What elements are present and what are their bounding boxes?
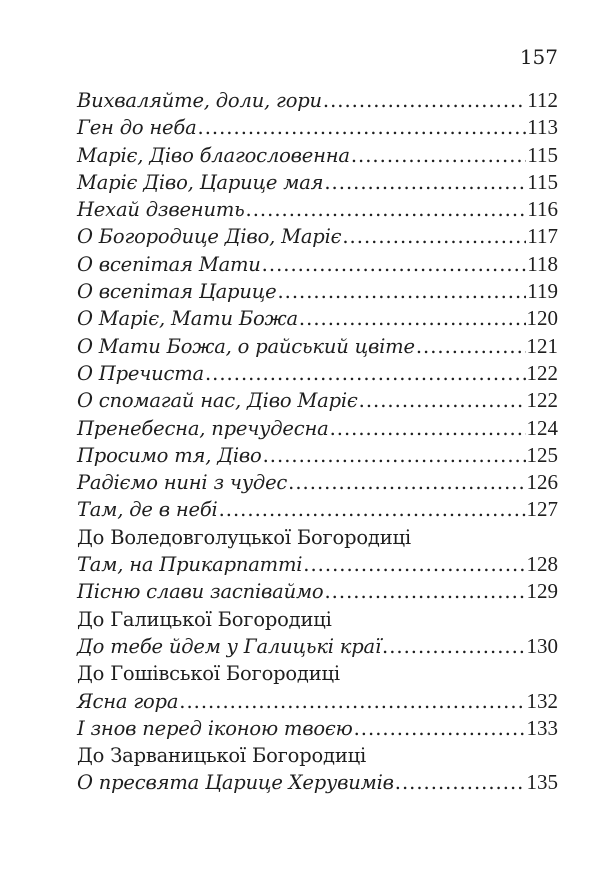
dot-leader [219, 496, 526, 523]
entry-title: Пісню слави заспіваймо [77, 580, 324, 604]
page-number: 157 [519, 45, 558, 69]
toc-entry [77, 551, 558, 578]
entry-title: Просимо тя, Діво [77, 443, 262, 467]
toc-entry [77, 305, 558, 332]
section-title: До Гошівської Богородиці [77, 662, 340, 686]
toc-entry [77, 87, 558, 114]
section-title: До Воледовголуцької Богородиці [77, 525, 411, 549]
toc-entry [77, 496, 558, 523]
dot-leader [359, 387, 526, 414]
entry-page-number: 127 [526, 497, 558, 522]
entry-page-number: 113 [527, 115, 558, 140]
entry-title: О Мати Божа, о райський цвіте [77, 334, 415, 358]
entry-page-number: 115 [527, 142, 558, 167]
entry-page-number: 125 [526, 442, 558, 467]
toc-entry [77, 196, 558, 223]
dot-leader [324, 169, 526, 196]
dot-leader [351, 142, 526, 169]
dot-leader [323, 87, 526, 114]
dot-leader [303, 551, 525, 578]
dot-leader [395, 769, 526, 796]
entry-title: О всепітая Мати [77, 252, 261, 276]
dot-leader [324, 578, 525, 605]
entry-title: О спомагай нас, Діво Маріє [77, 389, 358, 413]
dot-leader [262, 251, 527, 278]
entry-page-number: 135 [526, 770, 558, 795]
entry-page-number: 112 [527, 88, 558, 112]
toc-entry [77, 360, 558, 387]
entry-title: Маріє, Діво благословенна [77, 143, 350, 167]
section-title: До Галицької Богородиці [77, 607, 332, 631]
entry-title: О пресвята Царице Херувимів [77, 771, 394, 795]
entry-page-number: 129 [526, 579, 558, 604]
entry-page-number: 126 [526, 470, 558, 495]
toc-entry [77, 469, 558, 496]
toc-entry [77, 715, 558, 742]
entry-page-number: 124 [526, 415, 558, 440]
toc-entry [77, 142, 558, 169]
toc-section-heading [77, 742, 558, 769]
entry-page-number: 115 [527, 169, 558, 194]
toc-entry [77, 333, 558, 360]
dot-leader [205, 360, 526, 387]
dot-leader [263, 442, 526, 469]
toc-section-heading [77, 660, 558, 687]
entry-title: Нехай дзвенить [77, 198, 245, 222]
toc-entry [77, 114, 558, 141]
section-title: До Зарваницької Богородиці [77, 744, 366, 768]
dot-leader [299, 305, 526, 332]
entry-page-number: 117 [527, 224, 558, 249]
toc-entry [77, 578, 558, 605]
entry-page-number: 118 [527, 251, 558, 276]
entry-page-number: 119 [527, 279, 558, 304]
entry-title: До тебе йдем у Галицькі краї [77, 634, 382, 658]
toc-entry [77, 251, 558, 278]
toc-section-heading [77, 606, 558, 633]
entry-title: Ясна гора [77, 689, 179, 713]
entry-title: І знов перед іконою твоєю [77, 716, 353, 740]
dot-leader [354, 715, 526, 742]
dot-leader [277, 278, 526, 305]
entry-title: Вихваляйте, доли, гори [77, 89, 322, 112]
dot-leader [382, 633, 525, 660]
entry-title: О Пречиста [77, 361, 204, 385]
entry-page-number: 120 [526, 306, 558, 331]
toc-entry [77, 278, 558, 305]
entry-page-number: 122 [526, 388, 558, 413]
entry-page-number: 132 [526, 688, 558, 713]
entry-title: Там, на Прикарпатті [77, 553, 303, 577]
toc-entry [77, 169, 558, 196]
entry-title: О Маріє, Мати Божа [77, 307, 298, 331]
dot-leader [179, 688, 525, 715]
dot-leader [330, 415, 526, 442]
entry-page-number: 133 [526, 715, 558, 740]
table-of-contents [77, 87, 558, 797]
toc-entry [77, 633, 558, 660]
entry-page-number: 116 [527, 197, 558, 222]
entry-title: Маріє Діво, Царице мая [77, 170, 324, 194]
toc-entry [77, 223, 558, 250]
entry-page-number: 121 [526, 333, 558, 358]
entry-page-number: 130 [526, 633, 558, 658]
dot-leader [246, 196, 527, 223]
toc-entry [77, 769, 558, 796]
entry-title: О всепітая Царице [77, 280, 277, 304]
entry-title: Там, де в небі [77, 498, 218, 522]
entry-title: Ген до неба [77, 116, 197, 140]
dot-leader [416, 333, 526, 360]
dot-leader [288, 469, 525, 496]
entry-page-number: 128 [526, 552, 558, 577]
toc-entry [77, 442, 558, 469]
dot-leader [342, 223, 526, 250]
toc-entry [77, 387, 558, 414]
entry-title: Пренебесна, пречудесна [77, 416, 329, 440]
toc-entry [77, 688, 558, 715]
entry-title: Радіємо нині з чудес [77, 471, 288, 495]
entry-page-number: 122 [526, 360, 558, 385]
toc-entry [77, 415, 558, 442]
toc-section-heading [77, 524, 558, 551]
dot-leader [198, 114, 527, 141]
entry-title: О Богородице Діво, Маріє [77, 225, 342, 249]
